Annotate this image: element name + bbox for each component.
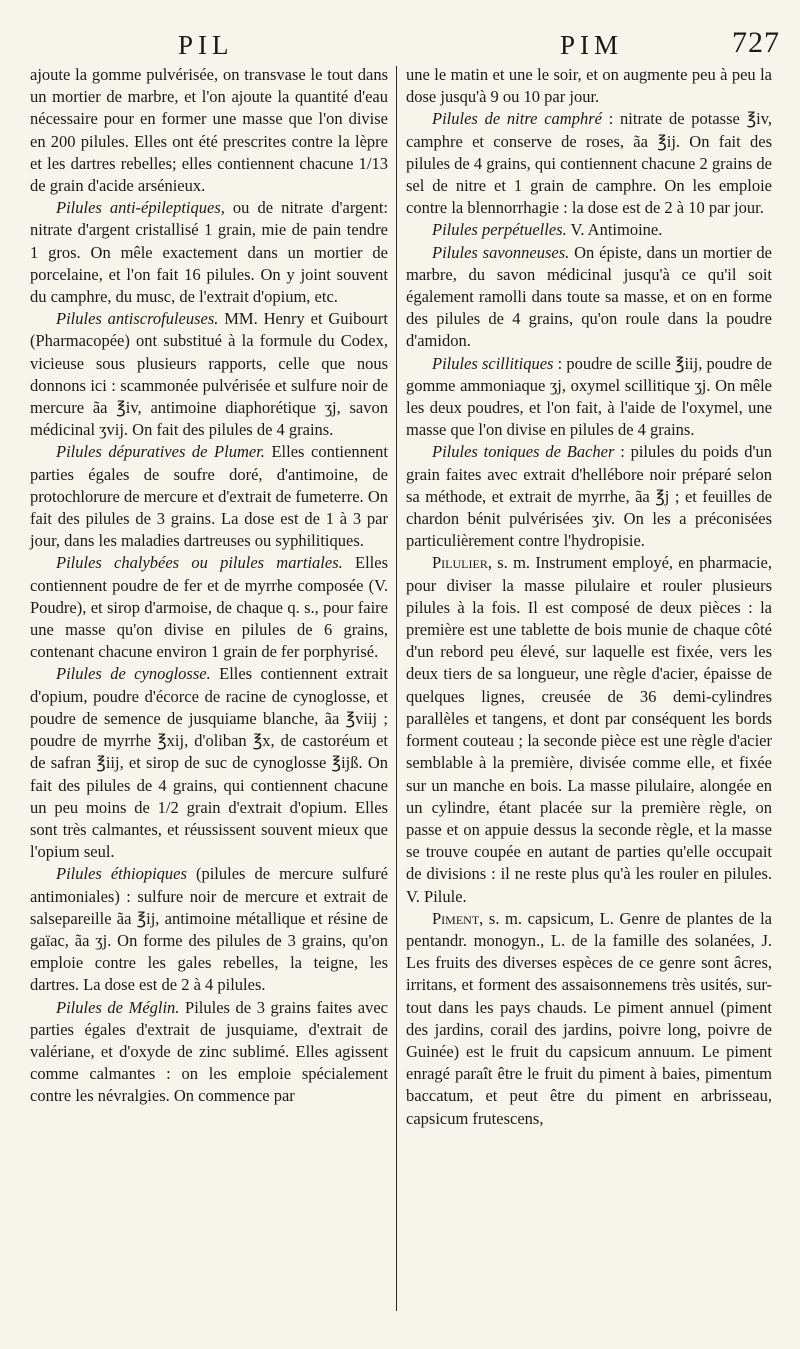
entry-headword: Piment, <box>432 908 484 928</box>
continued-paragraph <box>30 64 388 197</box>
header-left-guideword: PIL <box>178 30 234 60</box>
header-right-guideword: PIM <box>560 30 624 60</box>
entry-body: s. m. Instrument employé, en pharmacie, pour diviser la masse pilulaire et rouler plusieurs pilules à la fois. Il est composé de deux pièces : la première est une tablette de bois munie de chaque côté d'un rebord peu élevé, sur laquelle est fixée, vers les deux tiers de sa longueur, une règle d'acier, épaisse de quelques lignes, creusée de 36 demi-cylindres parallèles et tangens, et dont par conséquent les bords forment couteau ; la seconde pièce est une règle d'acier semblable à la première, divisée comme elle, et fixée sur un manche en bois. La masse pilulaire, alongée en un cylindre, étant placée sur la première règle, on passe et on appuie dessus la seconde règle, et la masse se trouve coupée en autant de parties qu'elle occupait de divisions : il ne reste plus qu'à les rouler en pilules. V. Pilule. <box>406 553 772 906</box>
dictionary-entry <box>406 908 772 1130</box>
entry-body: V. Antimoine. <box>566 220 663 240</box>
entry-body: : nitrate de potasse ℥iv, camphre et conserve de roses, ãa ℥ij. On fait des pilules de 4 grains, qui contiennent chacune 2 grains de sel de nitre et 1 grain de camphre. On les emploie contre la blennorrhagie : la dose est de 2 à 10 par jour. <box>406 109 773 218</box>
continued-paragraph <box>406 64 772 108</box>
entry-body: Elles contiennent poudre de fer et de myrrhe composée (V. Poudre), et sirop d'armoise, de chaque q. s., pour faire une masse qu'on divise en pilules de 6 grains, contenant chacune environ 1 grain de fer porphyrisé. <box>30 553 388 662</box>
running-header <box>30 24 780 62</box>
entry-headword: Pilules de cynoglosse. <box>56 664 211 684</box>
entry-headword: Pilules antiscrofuleuses. <box>56 309 219 329</box>
entry-body: ajoute la gomme pulvérisée, on transvase le tout dans un mortier de marbre, et l'on ajoute la quantité d'eau nécessaire pour en former une masse que l'on divise en 200 pilules. Elles ont été prescrites contre la lèpre et les dartres rebelles; elles contiennent chacune 1/13 de grain d'acide arsénieux. <box>30 65 388 196</box>
left-column <box>30 64 388 1108</box>
dictionary-entry <box>406 108 772 219</box>
dictionary-entry <box>30 663 388 863</box>
entry-headword: Pilules savonneuses. <box>432 242 570 262</box>
entry-body: ou de nitrate d'argent: nitrate d'argent cristallisé 1 grain, mie de pain tendre 1 gros. On mêle exactement dans un mortier de porcelaine, et l'on fait 16 pilules. On y joint souvent du camphre, du musc, de l'extrait d'opium, etc. <box>30 198 389 307</box>
dictionary-entry <box>30 552 388 663</box>
dictionary-entry <box>30 441 388 552</box>
entry-headword: Pilulier, <box>432 553 492 573</box>
entry-headword: Pilules éthiopiques <box>56 864 187 884</box>
dictionary-entry <box>30 863 388 996</box>
dictionary-entry <box>406 441 772 552</box>
entry-headword: Pilules dépuratives de Plumer. <box>56 442 265 462</box>
entry-body: une le matin et une le soir, et on augmente peu à peu la dose jusqu'à 9 ou 10 par jour. <box>406 65 772 107</box>
entry-body: (pilules de mercure sulfuré antimoniales) : sulfure noir de mercure et extrait de salsepareille ãa ℥ij, antimoine métallique et résine de gaïac, ãa ʒj. On forme des pilules de 3 grains, qu'on emploie contre les gales rebelles, la teigne, les dartres. La dose est de 2 à 4 pilules. <box>30 864 388 995</box>
column-divider <box>396 66 397 1311</box>
entry-body: : poudre de scille ℥iij, poudre de gomme ammoniaque ʒj, oxymel scillitique ʒj. On mêle les deux poudres, et l'on fait, à l'aide de l'oxymel, une masse que l'on divise en pilules de 4 grains. <box>406 353 772 440</box>
entry-headword: Pilules de Méglin. <box>56 997 180 1017</box>
dictionary-entry <box>406 552 772 907</box>
dictionary-entry <box>406 242 772 353</box>
entry-body: Elles contiennent extrait d'opium, poudre d'écorce de racine de cynoglosse, et poudre de semence de jusquiame blanche, ãa ℥viij ; poudre de myrrhe ℥xij, d'oliban ℥x, de castoréum et de safran ℥iij, et sirop de suc de cynoglosse ℥ijß. On fait des pilules de 4 grains, qui contiennent chacune un peu moins de 1/2 grain d'extrait d'opium. Elles sont très calmantes, et réussissent souvent mieux que l'opium seul. <box>30 664 389 862</box>
right-column <box>406 64 772 1130</box>
entry-headword: Pilules perpétuelles. <box>432 220 567 240</box>
entry-body: Elles contiennent parties égales de soufre doré, d'antimoine, de protochlorure de mercure et d'extrait de fumeterre. On fait des pilules de 3 grains. La dose est de 1 à 3 par jour, dans les maladies dartreuses ou syphilitiques. <box>30 442 388 551</box>
entry-headword: Pilules anti-épileptiques, <box>56 198 225 218</box>
dictionary-entry <box>406 353 772 442</box>
entry-headword: Pilules toniques de Bacher <box>432 442 615 462</box>
dictionary-entry <box>406 219 772 241</box>
entry-headword: Pilules chalybées ou pilules martiales. <box>56 553 343 573</box>
entry-body: On épiste, dans un mortier de marbre, du savon médicinal jusqu'à ce qu'il soit également ramolli dans toute sa masse, et on en forme des pilules de 4 grains, qu'on roule dans la poudre d'amidon. <box>406 242 772 351</box>
entry-body: Pilules de 3 grains faites avec parties égales d'extrait de jusquiame, d'extrait de valériane, et d'oxyde de zinc sublimé. Elles agissent comme calmantes : on les emploie spécialement contre les névralgies. On commence par <box>30 997 388 1106</box>
entry-headword: Pilules de nitre camphré <box>432 109 602 129</box>
entry-body: MM. Henry et Guibourt (Pharmacopée) ont substitué à la formule du Codex, vicieuse sous plusieurs rapports, celle que nous donnons ici : scammonée pulvérisée et sulfure noir de mercure ãa ℥iv, antimoine diaphorétique ʒj, savon médicinal ʒvij. On fait des pilules de 4 grains. <box>30 309 388 440</box>
entry-body: s. m. capsicum, L. Genre de plantes de la pentandr. monogyn., L. de la famille des solanées, J. Les fruits des diverses espèces de ce genre sont âcres, irritans, et forment des assaisonnemens très usités, sur-tout dans les pays chauds. Le piment annuel (piment des jardins, corail des jardins, poivre long, poivre de Guinée) est le fruit du capsicum annuum. Le piment enragé paraît être le fruit du piment à baies, pimentum baccatum, et peut être du piment en arbrisseau, capsicum frutescens, <box>406 908 772 1128</box>
entry-body: : pilules du poids d'un grain faites avec extrait d'hellébore noir préparé selon sa méthode, et extrait de myrrhe, ãa ℥j ; et feuilles de chardon bénit pulvérisées ʒiv. On les a préconisées particulièrement contre l'hydropisie. <box>406 442 772 551</box>
dictionary-entry <box>30 308 388 441</box>
dictionary-entry <box>30 997 388 1108</box>
page-number: 727 <box>732 26 780 59</box>
entry-headword: Pilules scillitiques <box>432 353 554 373</box>
dictionary-entry <box>30 197 388 308</box>
